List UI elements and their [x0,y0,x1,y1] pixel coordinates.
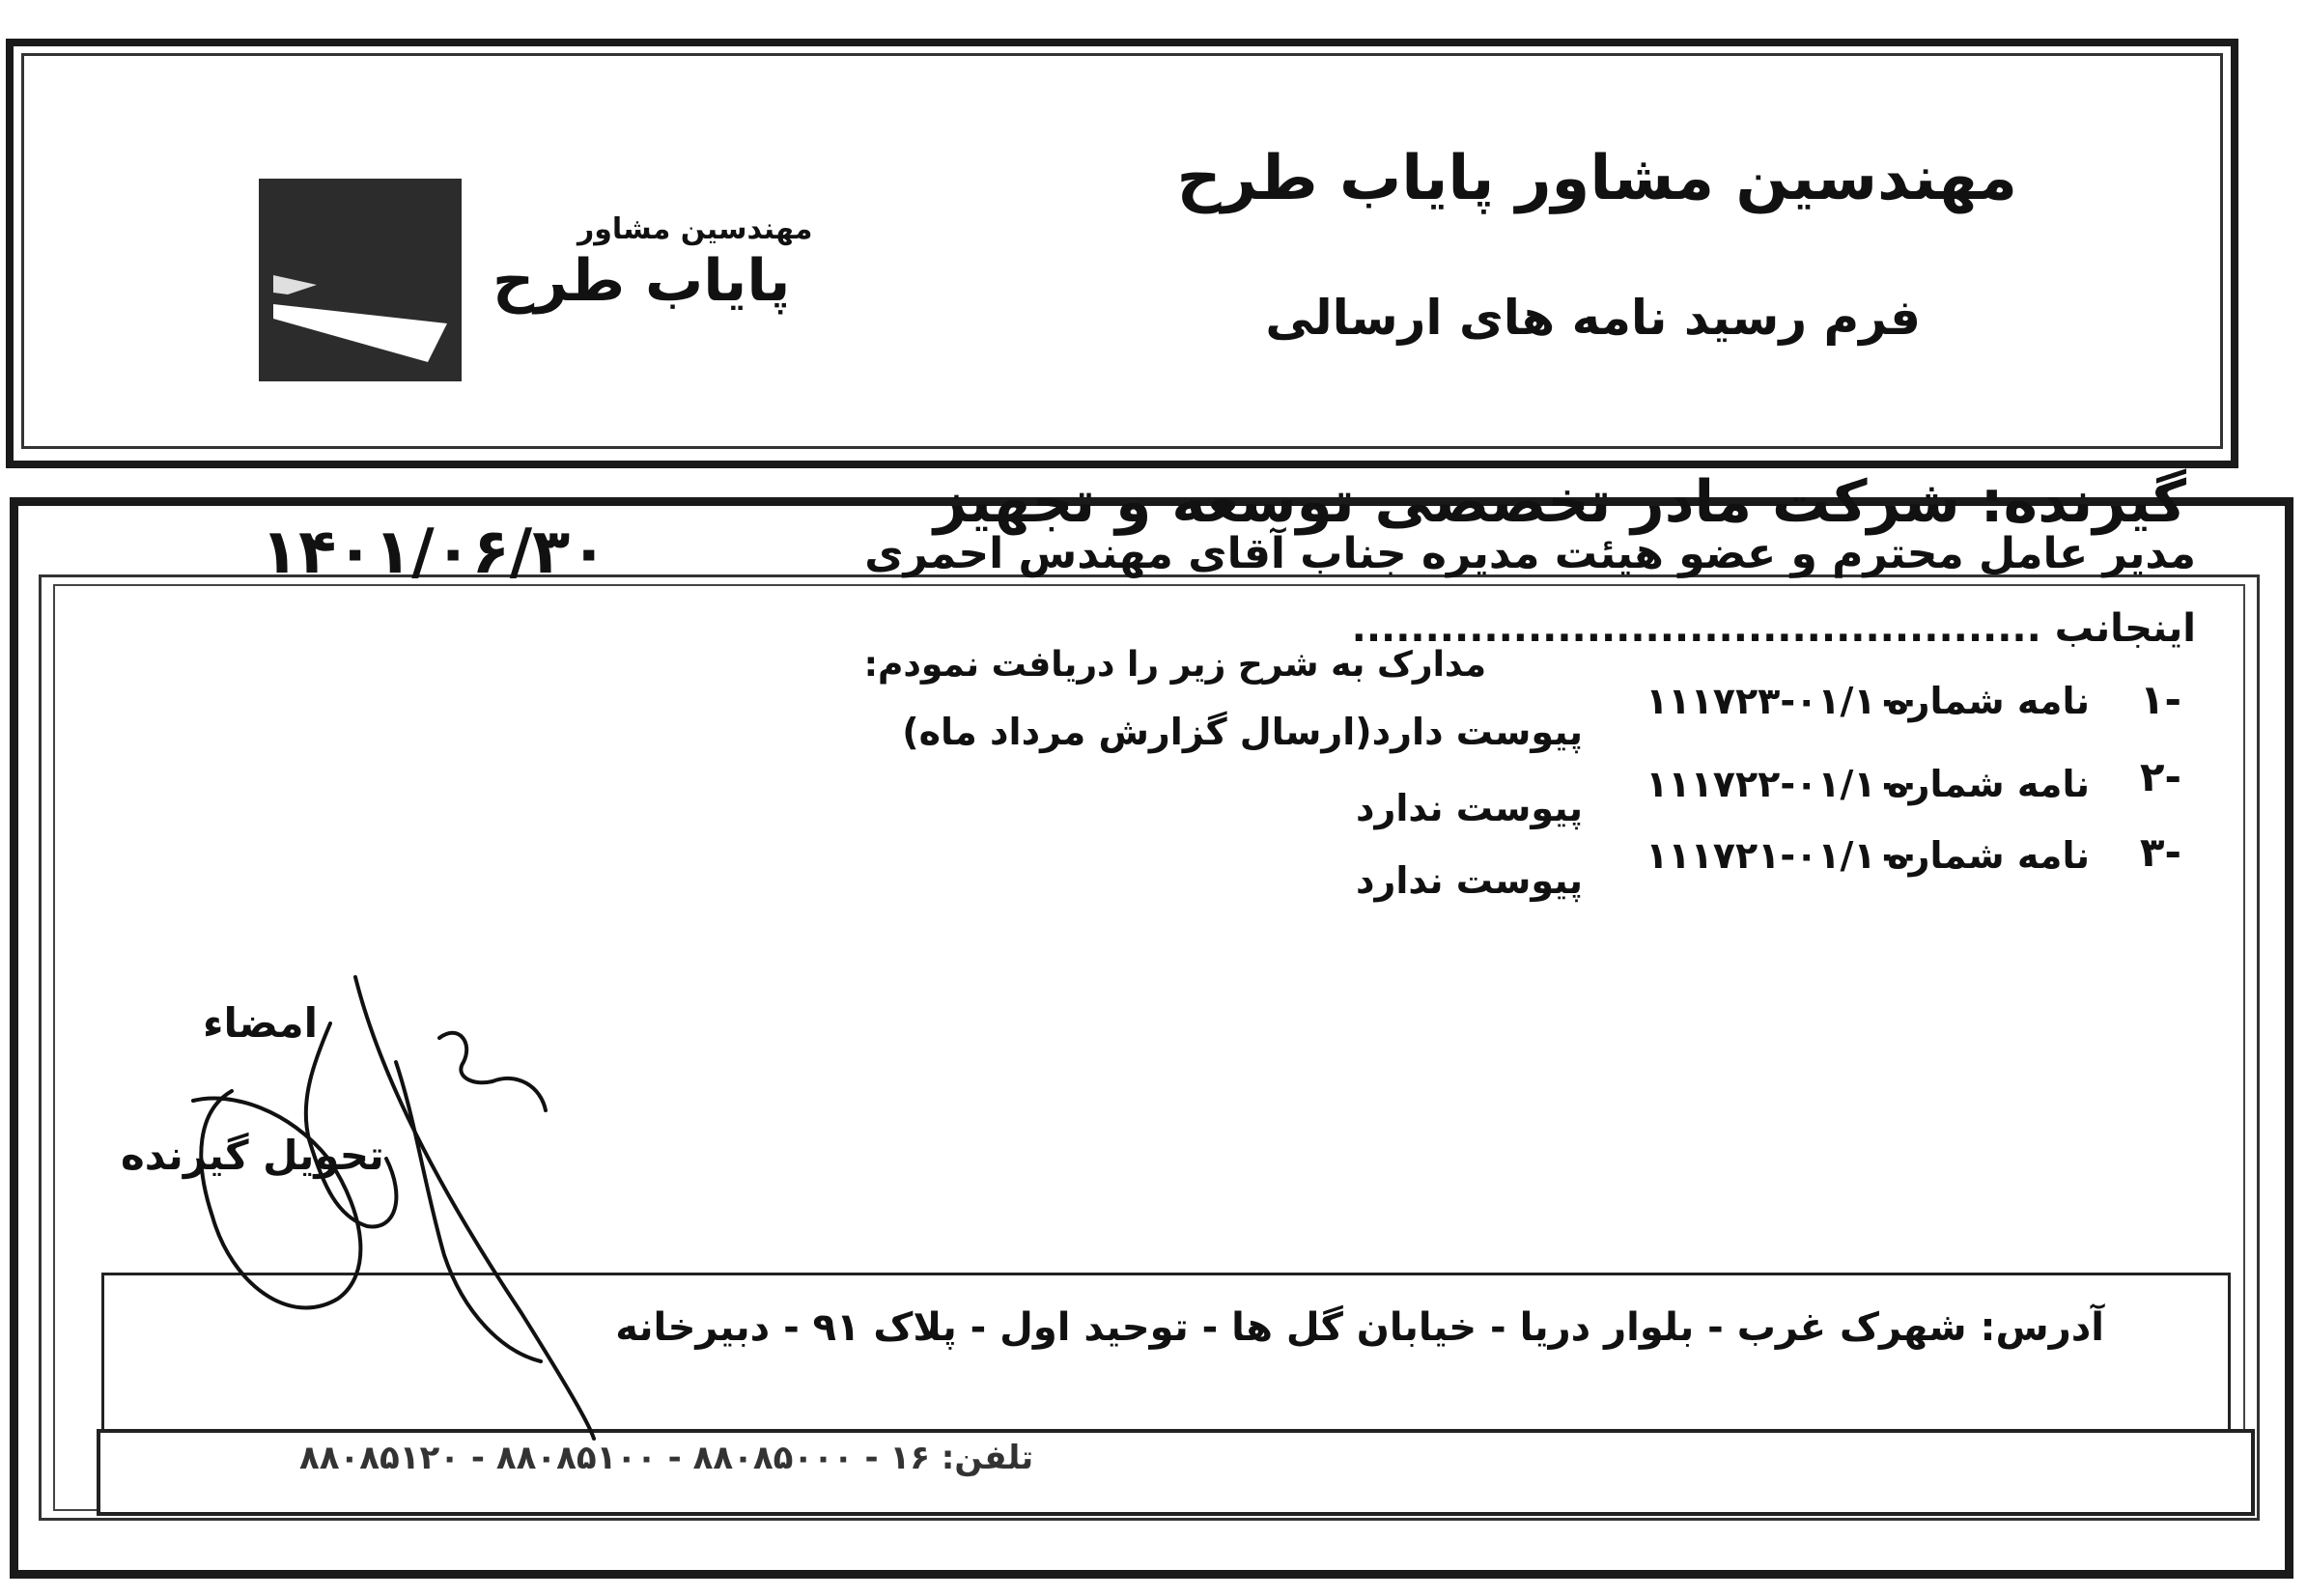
list-item-index: ۳- [2139,828,2181,876]
contact-text: تلفن: ۱۶ - ۸۸۰۸۵۰۰۰ - ۸۸۰۸۵۱۰۰ - ۸۸۰۸۵۱۲۰ [299,1439,1034,1477]
company-title: مهندسین مشاور پایاب طرح [1176,143,2017,214]
declaration-prefix: اینجانب ............................................... [1351,606,2196,651]
address-text: آدرس: شهرک غرب - بلوار دریا - خیابان گل ها - توحید اول - پلاک ۹۱ - دبیرخانه [615,1305,2104,1350]
recipient-line: گیرنده: شرکت مادر تخصصی توسعه و تجهیز [933,468,2186,536]
letter-attachment: پیوست دارد(ارسال گزارش مرداد ماه) [902,711,1583,753]
letter-attachment: پیوست ندارد [1355,859,1583,902]
document-date: ۱۴۰۱/۰۶/۳۰ [261,517,608,588]
letter-attachment: پیوست ندارد [1355,787,1583,829]
signature-label: امضاء [203,999,319,1047]
letter-number: ۱۱۱۷۲۳-۰۱/۱۰۰ [1646,680,1921,722]
list-item-index: ۱- [2139,676,2181,723]
logo-subtitle: مهندسین مشاور [577,212,813,246]
form-title: فرم رسید نامه های ارسالی [1265,290,1921,346]
logo-name: پایاب طرح [492,247,791,315]
receiver-label: تحویل گیرنده [121,1132,384,1179]
letter-number: ۱۱۱۷۲۱-۰۱/۱۰۰ [1646,834,1921,877]
letter-title: نامه شماره [1887,834,2090,877]
list-item-index: ۲- [2139,753,2181,800]
letter-number: ۱۱۱۷۲۲-۰۱/۱۰۰ [1646,763,1921,805]
letter-title: نامه شماره [1887,680,2090,722]
logo-mark-icon [259,179,462,381]
recipient-title: مدیر عامل محترم و عضو هیئت مدیره جناب آقای مهندس احمری [864,529,2196,578]
company-logo [259,179,462,381]
declaration-suffix: مدارک به شرح زیر را دریافت نمودم: [863,645,1486,685]
letter-title: نامه شماره [1887,763,2090,805]
